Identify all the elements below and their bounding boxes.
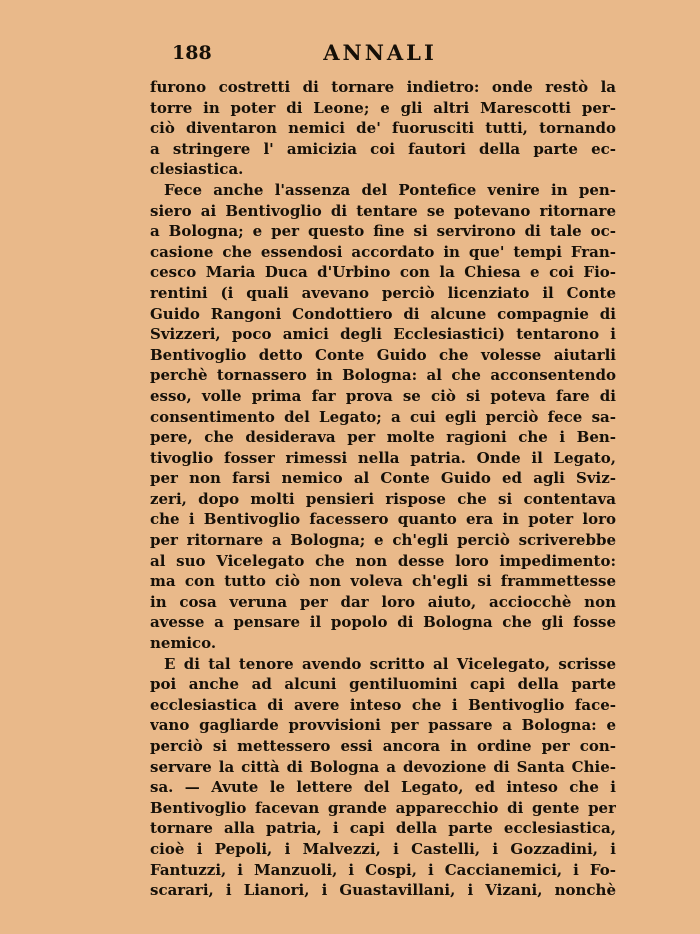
text-line: Fantuzzi, i Manzuoli, i Cospi, i Caccianemici, i Fo- bbox=[150, 860, 616, 879]
text-line: Fece anche l'assenza del Pontefice venire in pen- bbox=[164, 180, 616, 199]
page-header bbox=[150, 40, 610, 68]
body-text bbox=[150, 77, 616, 901]
text-line: casione che essendosi accordato in que' tempi Fran- bbox=[150, 242, 616, 261]
text-line: ecclesiastica di avere inteso che i Bentivoglio face- bbox=[150, 695, 616, 714]
text-line: poi anche ad alcuni gentiluomini capi della parte bbox=[150, 675, 616, 694]
text-line: avesse a pensare il popolo di Bologna che gli fosse bbox=[150, 613, 616, 632]
text-line: tivoglio fosser rimessi nella patria. Onde il Legato, bbox=[150, 448, 616, 467]
text-line: perchè tornassero in Bologna: al che acconsentendo bbox=[150, 366, 616, 385]
text-line: sa. — Avute le lettere del Legato, ed inteso che i bbox=[150, 778, 616, 797]
text-line: cioè i Pepoli, i Malvezzi, i Castelli, i Gozzadini, i bbox=[150, 839, 616, 858]
text-line: per non farsi nemico al Conte Guido ed agli Sviz- bbox=[150, 469, 616, 488]
text-line: perciò si mettessero essi ancora in ordine per con- bbox=[150, 737, 616, 755]
text-line: in cosa veruna per dar loro aiuto, acciocchè non bbox=[150, 592, 616, 611]
text-line: scarari, i Lianori, i Guastavillani, i Vizani, nonchè bbox=[150, 881, 616, 900]
text-line: rentini (i quali avevano perciò licenziato il Conte bbox=[150, 283, 616, 302]
text-line: ma con tutto ciò non voleva ch'egli si frammettesse bbox=[150, 572, 616, 591]
running-title: ANNALI bbox=[323, 40, 437, 65]
text-line: che i Bentivoglio facessero quanto era in poter loro bbox=[150, 510, 616, 529]
text-line: clesiastica. bbox=[150, 160, 244, 179]
text-line: furono costretti di tornare indietro: onde restò la bbox=[150, 78, 616, 96]
text-line: vano gagliarde provvisioni per passare a Bologna: e bbox=[150, 716, 616, 735]
text-line: pere, che desiderava per molte ragioni che i Ben- bbox=[150, 428, 616, 447]
text-line: esso, volle prima far prova se ciò si poteva fare di bbox=[150, 386, 616, 405]
text-line: torre in poter di Leone; e gli altri Marescotti per- bbox=[150, 98, 616, 117]
text-line: nemico. bbox=[150, 634, 217, 653]
text-line: Bentivoglio detto Conte Guido che volesse aiutarli bbox=[150, 345, 616, 364]
text-line: Svizzeri, poco amici degli Ecclesiastici) tentarono i bbox=[150, 325, 616, 344]
text-line: zeri, dopo molti pensieri rispose che si contentava bbox=[150, 489, 616, 508]
text-line: consentimento del Legato; a cui egli perciò fece sa- bbox=[150, 407, 616, 426]
text-line: Bentivoglio facevan grande apparecchio di gente per bbox=[150, 798, 616, 817]
text-line: per ritornare a Bologna; e ch'egli perciò scriverebbe bbox=[150, 531, 616, 550]
text-line: Guido Rangoni Condottiero di alcune compagnie di bbox=[150, 304, 616, 323]
text-line: ciò diventaron nemici de' fuorusciti tutti, tornando bbox=[150, 119, 616, 138]
text-line: a stringere l' amicizia coi fautori della parte ec- bbox=[150, 139, 616, 158]
text-line: tornare alla patria, i capi della parte ecclesiastica, bbox=[150, 819, 616, 838]
page-number: 188 bbox=[172, 42, 212, 64]
text-line: a Bologna; e per questo fine si servirono di tale oc- bbox=[150, 222, 616, 241]
text-line: siero ai Bentivoglio di tentare se potevano ritornare bbox=[150, 201, 616, 220]
text-line: servare la città di Bologna a devozione di Santa Chie- bbox=[150, 757, 616, 776]
text-line: al suo Vicelegato che non desse loro impedimento: bbox=[150, 551, 616, 570]
text-line: E di tal tenore avendo scritto al Vicelegato, scrisse bbox=[164, 654, 616, 673]
text-line: cesco Maria Duca d'Urbino con la Chiesa e coi Fio- bbox=[150, 263, 616, 282]
